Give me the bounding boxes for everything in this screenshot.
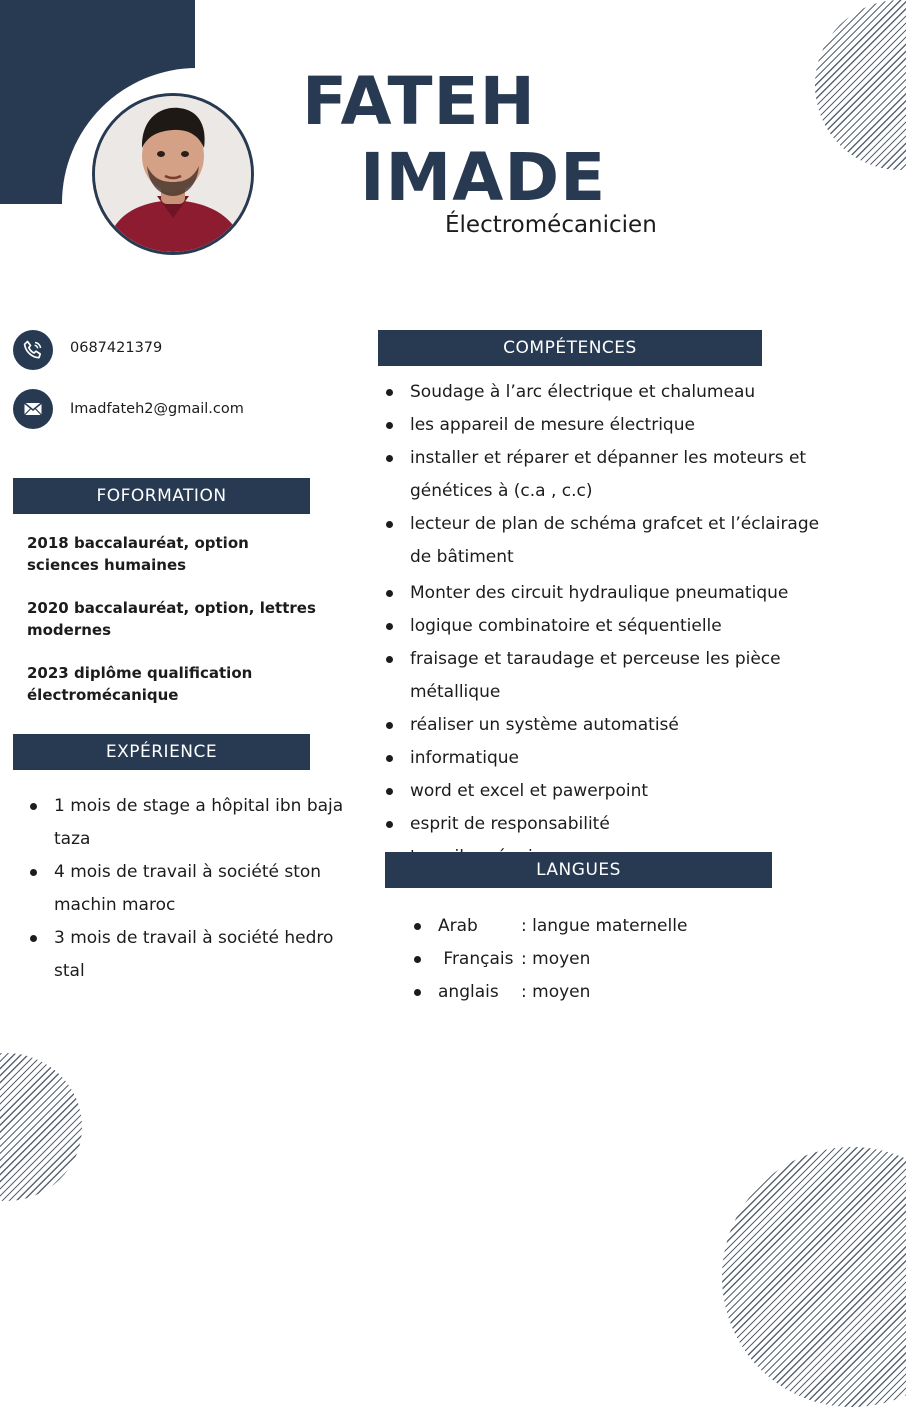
hatched-circle-bottom-right [722,1147,906,1407]
language-level: : moyen [521,982,591,1002]
competence-item: informatique [378,742,848,775]
competence-item: les appareil de mesure électrique [378,409,848,442]
language-name: Arab [438,916,478,936]
competence-item: logique combinatoire et séquentielle [378,610,848,643]
experience-list [22,790,352,988]
experience-item: 1 mois de stage a hôpital ibn baja taza [22,790,352,856]
competence-item: lecteur de plan de schéma grafcet et l’éclairage de bâtiment [378,508,830,574]
formation-item: 2020 baccalauréat, option, lettres modernes [27,599,316,639]
langues-list [406,910,766,1009]
formation-header: FOFORMATION [13,478,310,514]
competence-item: fraisage et taraudage et perceuse les pièce métallique [378,643,830,709]
competence-item: esprit de responsabilité [378,808,848,841]
language-level: : langue maternelle [521,916,688,936]
phone-icon [13,330,53,370]
email-address: Imadfateh2@gmail.com [70,401,244,417]
competence-item: Soudage à l’arc électrique et chalumeau [378,376,848,409]
competences-header: COMPÉTENCES [378,330,762,366]
hatched-circle-top-right [815,0,906,170]
language-name: anglais [438,982,499,1002]
language-item [406,910,766,943]
first-name: FATEH [302,63,536,140]
competence-item: réaliser un système automatisé [378,709,848,742]
langues-header: LANGUES [385,852,772,888]
formation-item: 2018 baccalauréat, option sciences humaines [27,534,249,574]
language-name: Français [438,949,514,969]
profile-photo [92,93,254,255]
competence-item: Monter des circuit hydraulique pneumatique [378,577,848,610]
last-name: IMADE [360,139,607,216]
competences-list [378,376,848,874]
formation-item: 2023 diplôme qualification électromécanique [27,664,253,704]
competence-item: installer et réparer et dépanner les moteurs et génétices à (c.a , c.c) [378,442,830,508]
competence-item: word et excel et pawerpoint [378,775,848,808]
hatched-circle-bottom-left [0,1053,82,1201]
experience-item: 4 mois de travail à société ston machin maroc [22,856,352,922]
envelope-icon [13,389,53,429]
language-item [406,943,766,976]
experience-item: 3 mois de travail à société hedro stal [22,922,352,988]
experience-header: EXPÉRIENCE [13,734,310,770]
person-portrait-icon [95,96,251,252]
job-title: Électromécanicien [445,212,657,238]
language-item [406,976,766,1009]
language-level: : moyen [521,949,591,969]
phone-number: 0687421379 [70,340,163,356]
